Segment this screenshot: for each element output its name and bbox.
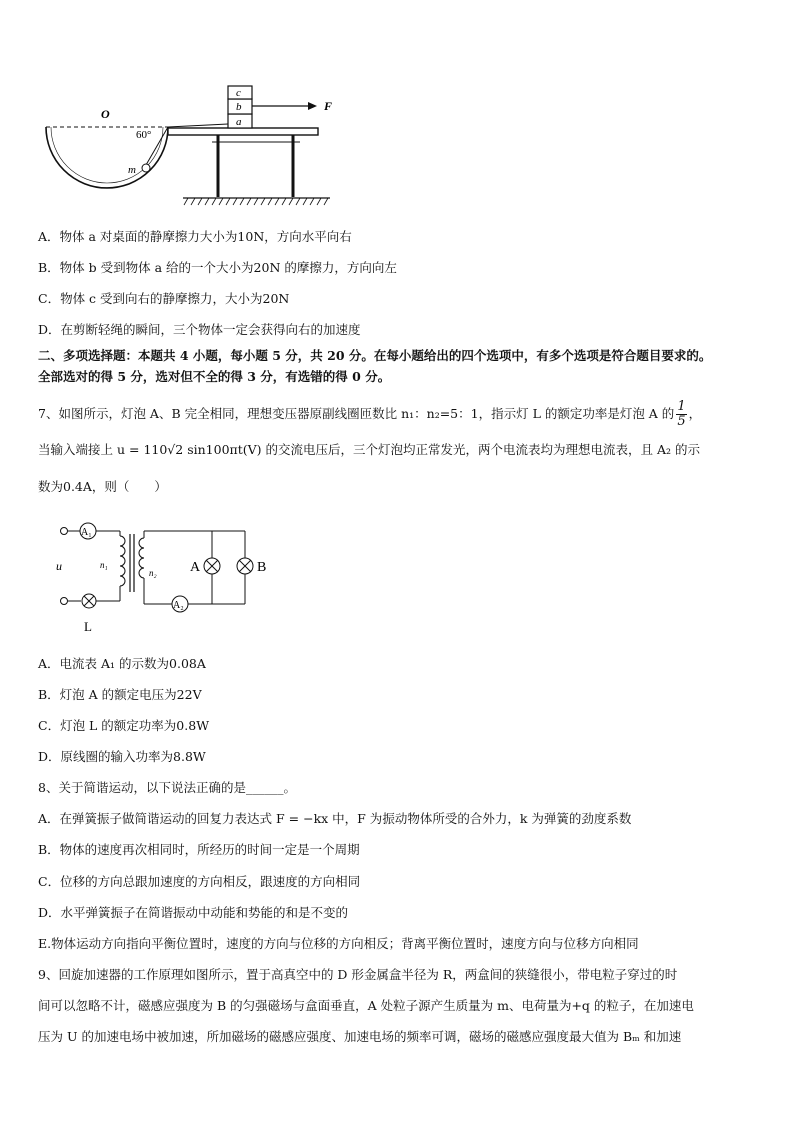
- q8-stem: 8、关于简谐运动，以下说法正确的是______。: [38, 780, 296, 795]
- q6-option-d: D．在剪断轻绳的瞬间，三个物体一定会获得向右的加速度: [38, 322, 361, 337]
- section2-heading-line1: 二、多项选择题：本题共 4 小题，每小题 5 分，共 20 分。在每小题给出的四个选项中，有多个选项是符合题目要求的。: [38, 348, 712, 363]
- fraction-one-fifth: [676, 400, 686, 429]
- q7-line1-text: 7、如图所示，灯泡 A、B 完全相同，理想变压器原副线圈匝数比 n₁：n₂=5：1，指示灯 L 的额定功率是灯泡 A 的: [38, 406, 675, 421]
- q7-option-a: A．电流表 A₁ 的示数为0.08A: [38, 656, 206, 671]
- label-O: O: [101, 107, 110, 121]
- q8-option-b: B．物体的速度再次相同时，所经历的时间一定是一个周期: [38, 842, 360, 857]
- label-A2: A₂: [173, 600, 184, 611]
- q9-stem-line1: 9、回旋加速器的工作原理如图所示，置于高真空中的 D 形金属盒半径为 R，两盒间的狭缝很小，带电粒子穿过的时: [38, 967, 678, 982]
- section2-heading-line2: 全部选对的得 5 分，选对但不全的得 3 分，有选错的得 0 分。: [38, 369, 391, 384]
- q8-option-d: D．水平弹簧振子在简谐振动中动能和势能的和是不变的: [38, 905, 349, 920]
- q7-option-d: D．原线圈的输入功率为8.8W: [38, 749, 206, 764]
- fraction-numerator: 1: [677, 399, 686, 414]
- label-a: a: [236, 116, 242, 128]
- label-n1: n₁: [100, 560, 108, 570]
- q7-stem-line2: 当输入端接上 u = 110√2 sin100πt(V) 的交流电压后，三个灯泡均正常发光，两个电流表均为理想电流表，且 A₂ 的示: [38, 442, 700, 457]
- q7-option-b: B．灯泡 A 的额定电压为22V: [38, 687, 202, 702]
- q7-stem-line1: [38, 400, 701, 429]
- q8-option-a: A．在弹簧振子做简谐运动的回复力表达式 F = −kx 中，F 为振动物体所受的合外力，k 为弹簧的劲度系数: [38, 811, 632, 826]
- q8-option-e: E.物体运动方向指向平衡位置时，速度的方向与位移的方向相反；背离平衡位置时，速度方向与位移方向相同: [38, 936, 639, 951]
- q8-option-c: C．位移的方向总跟加速度的方向相反，跟速度的方向相同: [38, 874, 361, 889]
- fraction-denominator: 5: [677, 414, 686, 429]
- q6-option-c: C．物体 c 受到向右的静摩擦力，大小为20N: [38, 291, 290, 306]
- label-b: b: [236, 101, 242, 113]
- q9-stem-line2: 间可以忽略不计，磁感应强度为 B 的匀强磁场与盒面垂直，A 处粒子源产生质量为 m、电荷量为+q 的粒子，在加速电: [38, 998, 694, 1013]
- figure-bowl-and-table: [38, 80, 338, 210]
- label-angle: 60°: [136, 129, 152, 141]
- label-F: F: [324, 99, 333, 113]
- label-u: u: [56, 559, 62, 573]
- label-A: A: [190, 560, 201, 575]
- q7-option-c: C．灯泡 L 的额定功率为0.8W: [38, 718, 210, 733]
- label-B: B: [257, 560, 267, 575]
- q6-option-a: A．物体 a 对桌面的静摩擦力大小为10N，方向水平向右: [38, 229, 352, 244]
- q7-line1-tail: ，: [688, 406, 702, 421]
- label-A1: A₁: [81, 527, 92, 538]
- label-n2: n₂: [149, 568, 157, 578]
- q7-stem-line3: 数为0.4A，则（ ）: [38, 479, 167, 494]
- q6-option-b: B．物体 b 受到物体 a 给的一个大小为20N 的摩擦力，方向向左: [38, 260, 397, 275]
- label-L: L: [84, 619, 92, 634]
- label-c: c: [236, 87, 241, 99]
- figure-transformer-circuit: [50, 516, 290, 636]
- label-m: m: [128, 164, 136, 176]
- q9-stem-line3: 压为 U 的加速电场中被加速，所加磁场的磁感应强度、加速电场的频率可调，磁场的磁感应强度最大值为 Bₘ 和加速: [38, 1029, 682, 1044]
